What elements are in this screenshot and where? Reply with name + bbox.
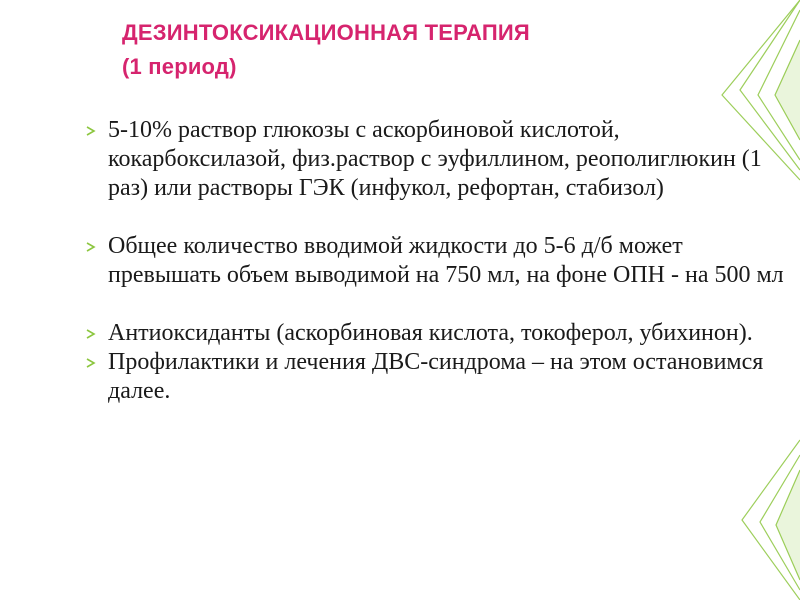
- bullet-text: Антиоксиданты (аскорбиновая кислота, токоферол, убихинон).: [108, 320, 753, 346]
- chevron-right-icon: [86, 319, 102, 348]
- title-line-2: (1 период): [122, 54, 237, 79]
- chevron-right-icon: [86, 116, 102, 145]
- bullet-item: [84, 319, 784, 348]
- chevron-right-icon: [86, 232, 102, 261]
- slide-title: [122, 16, 762, 84]
- bullet-item: [84, 116, 784, 203]
- chevron-right-icon: [86, 348, 102, 377]
- bullet-text: Общее количество вводимой жидкости до 5-6 д/б может превышать объем выводимой на 750 мл, на фоне ОПН - на 500 мл: [108, 233, 784, 288]
- bullet-text: Профилактики и лечения ДВС-синдрома – на этом остановимся далее.: [108, 349, 764, 404]
- bullet-item: [84, 348, 784, 406]
- bullet-list: [84, 116, 784, 406]
- title-line-1: ДЕЗИНТОКСИКАЦИОННАЯ ТЕРАПИЯ: [122, 20, 530, 45]
- bullet-text: 5-10% раствор глюкозы с аскорбиновой кислотой, кокарбоксилазой, физ.раствор с эуфиллином, реополиглюкин (1 раз) или растворы ГЭК (инфукол, рефортан, стабизол): [108, 117, 762, 201]
- bullet-item: [84, 232, 784, 290]
